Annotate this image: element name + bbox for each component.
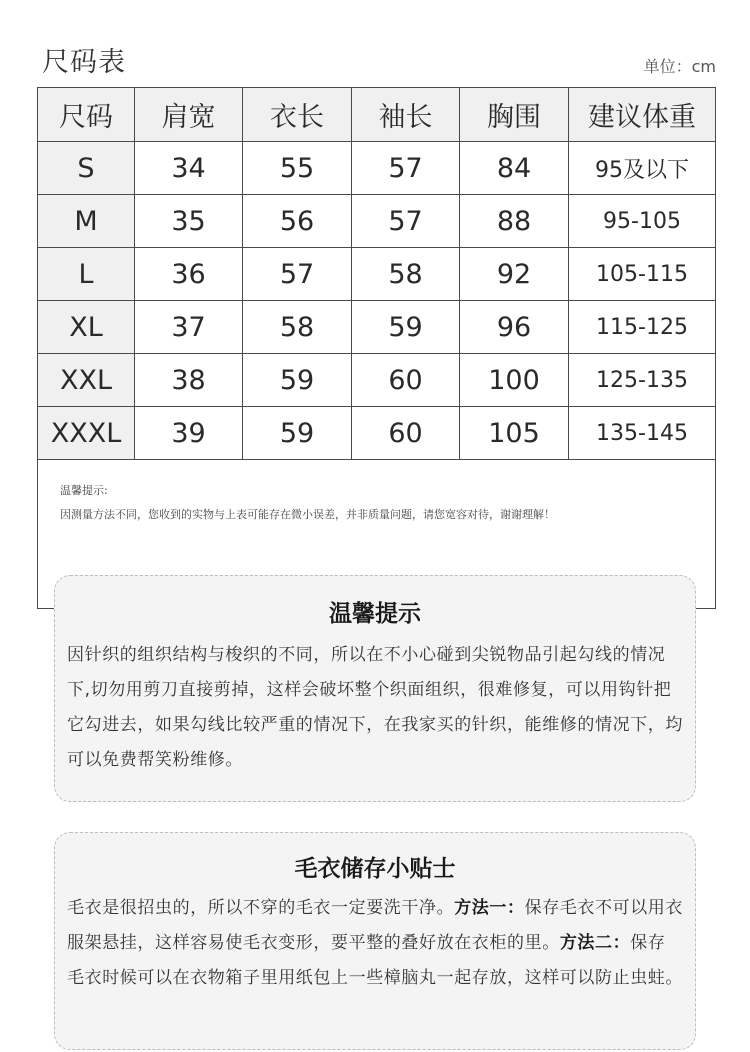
- table-cell: 57: [352, 195, 460, 248]
- table-cell: 34: [135, 142, 243, 195]
- table-header-row: [38, 88, 716, 142]
- column-header: 胸围: [460, 88, 569, 142]
- table-cell: 56: [243, 195, 352, 248]
- table-cell: 37: [135, 301, 243, 354]
- care-tips-text: 因针织的组织结构与梭织的不同，所以在不小心碰到尖锐物品引起勾线的情况下,切勿用剪刀直接剪掉，这样会破坏整个织面组织，很难修复，可以用钩针把它勾进去，如果勾线比较严重的情况下，在我家买的针织，能维修的情况下，均可以免费帮笑粉维修。: [67, 645, 683, 770]
- storage-intro: 毛衣是很招虫的，所以不穿的毛衣一定要洗干净。: [67, 898, 455, 918]
- table-cell: M: [38, 195, 135, 248]
- table-cell: 92: [460, 248, 569, 301]
- column-header: 建议体重: [569, 88, 716, 142]
- storage-tips-card: [54, 832, 696, 1050]
- table-cell: 96: [460, 301, 569, 354]
- table-cell: 100: [460, 354, 569, 407]
- storage-tips-title: 毛衣储存小贴士: [294, 856, 456, 882]
- column-header: 尺码: [38, 88, 135, 142]
- table-cell: 58: [352, 248, 460, 301]
- table-cell: 59: [352, 301, 460, 354]
- table-cell: 59: [243, 407, 352, 460]
- table-cell: 105: [460, 407, 569, 460]
- table-cell: 125-135: [569, 354, 716, 407]
- care-tips-card: [54, 575, 696, 802]
- size-table: [37, 87, 716, 609]
- table-row: [38, 142, 716, 195]
- table-cell: 135-145: [569, 407, 716, 460]
- table-row: [38, 195, 716, 248]
- care-tips-title: 温馨提示: [329, 601, 421, 627]
- table-cell: 38: [135, 354, 243, 407]
- table-cell: XXXL: [38, 407, 135, 460]
- method2-text: 保存毛衣时候可以在衣物箱子里用纸包上一些樟脑丸一起存放，这样可以防止虫蛀。: [67, 933, 683, 988]
- table-cell: 35: [135, 195, 243, 248]
- table-cell: 60: [352, 407, 460, 460]
- table-cell: 88: [460, 195, 569, 248]
- table-cell: 55: [243, 142, 352, 195]
- column-header: 袖长: [352, 88, 460, 142]
- table-cell: 57: [243, 248, 352, 301]
- table-row: [38, 248, 716, 301]
- table-cell: 95-105: [569, 195, 716, 248]
- table-cell: S: [38, 142, 135, 195]
- table-cell: L: [38, 248, 135, 301]
- table-cell: 58: [243, 301, 352, 354]
- method2-label: 方法二：: [559, 933, 631, 953]
- storage-tips-text: [67, 891, 683, 996]
- table-cell: XL: [38, 301, 135, 354]
- note-title: 温馨提示:: [60, 484, 108, 497]
- table-cell: 39: [135, 407, 243, 460]
- method1-text: 保存毛衣不可以用衣服架悬挂，这样容易使毛衣变形，要平整的叠好放在衣柜的里。: [67, 898, 684, 953]
- table-cell: 59: [243, 354, 352, 407]
- table-cell: 36: [135, 248, 243, 301]
- column-header: 肩宽: [135, 88, 243, 142]
- table-cell: 84: [460, 142, 569, 195]
- method1-label: 方法一：: [454, 898, 525, 918]
- unit-label: 单位：cm: [643, 57, 716, 76]
- note-text: 因测量方法不同，您收到的实物与上表可能存在微小误差，并非质量问题，请您宽容对待，谢谢理解！: [60, 508, 555, 521]
- table-cell: XXL: [38, 354, 135, 407]
- table-cell: 60: [352, 354, 460, 407]
- table-cell: 57: [352, 142, 460, 195]
- table-row: [38, 354, 716, 407]
- page-title: 尺码表: [42, 47, 126, 78]
- table-cell: 115-125: [569, 301, 716, 354]
- table-cell: 95及以下: [569, 142, 716, 195]
- column-header: 衣长: [243, 88, 352, 142]
- table-row: [38, 407, 716, 460]
- table-cell: 105-115: [569, 248, 716, 301]
- table-row: [38, 301, 716, 354]
